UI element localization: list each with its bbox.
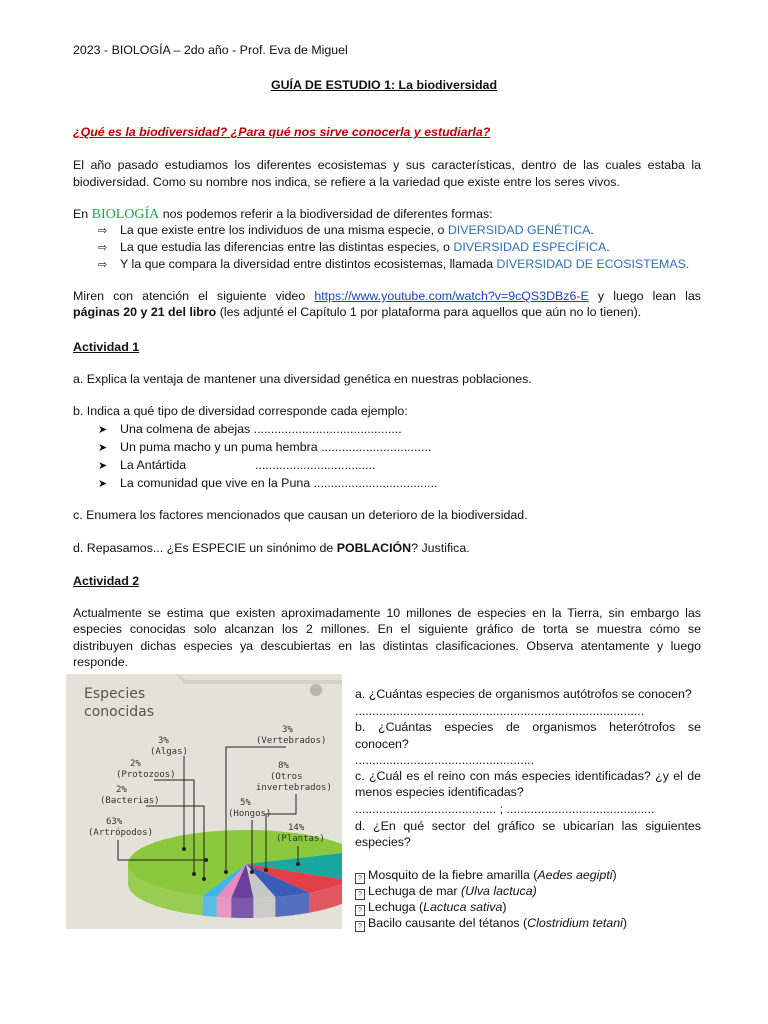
label-vertebrados-pct: 3% (282, 725, 293, 735)
label-protozoos-pct: 2% (130, 759, 141, 769)
activity-2-paragraph-line: Actualmente se estima que existen aproximadamente 10 millones de especies en la Tierra, sin embargo las (73, 606, 701, 620)
forms-intro-prefix: En (73, 207, 92, 221)
leader-dot (182, 847, 186, 851)
pie-side-algas (231, 898, 253, 918)
checkbox-icon: ? (355, 873, 365, 884)
diversity-term: DIVERSIDAD GENÉTICA (447, 223, 591, 237)
activity-1-heading: Actividad 1 (73, 340, 140, 354)
question-heading: ¿Qué es la biodiversidad? ¿Para qué nos sirve conocerla y estudiarla? (73, 125, 491, 139)
answer-line: .................................................................................... (355, 704, 645, 718)
activity-2-question-c-cont: menos especies identificadas? (355, 785, 524, 799)
species-item: ? Bacilo causante del tétanos (Clostridium tetani) (355, 915, 627, 932)
leader-dot (264, 868, 268, 872)
diversity-term: DIVERSIDAD ESPECÍFICA (453, 240, 607, 254)
list-item: ⇨ Y la que compara la diversidad entre distintos ecosistemas, llamada DIVERSIDAD DE ECOSISTEMAS. (98, 257, 690, 271)
activity-2-question-b: b. ¿Cuántas especies de organismos heterótrofos se (355, 720, 701, 734)
label-algas-pct: 3% (158, 736, 169, 746)
leader-dot (296, 862, 300, 866)
video-paragraph-line-2: páginas 20 y 21 del libro (les adjunté el Capítulo 1 por plataforma para aquellos que aún no lo tienen). (73, 305, 642, 319)
label-hongos-pct: 5% (240, 798, 251, 808)
label-plantas: (Plantas) (276, 834, 325, 844)
activity-1-question-b: b. Indica a qué tipo de diversidad corresponde cada ejemplo: (73, 404, 408, 418)
pie-side-vertebrados (253, 897, 275, 918)
book-pages: páginas 20 y 21 del libro (73, 305, 217, 319)
leader-dot (224, 870, 228, 874)
chart-title-line-1: Especies (84, 686, 146, 702)
activity-1-question-d: d. Repasamos... ¿Es ESPECIE un sinónimo de POBLACIÓN? Justifica. (73, 541, 470, 555)
label-otros-2: invertebrados) (256, 783, 332, 793)
activity-2-paragraph-line: especies conocidas solo alcanzan los 2 millones. En el siguiente gráfico de torta se muestra cómo se (73, 622, 701, 636)
forms-intro (73, 206, 493, 223)
decorative-dot (310, 684, 322, 696)
activity-1-question-a: a. Explica la ventaja de mantener una diversidad genética en nuestras poblaciones. (73, 372, 532, 386)
answer-line: .................................................... (355, 753, 535, 767)
intro-line-2: biodiversidad. Como su nombre nos indica, se refiere a la variedad que existe entre los seres vivos. (73, 175, 620, 189)
label-artropodos-pct: 63% (106, 817, 123, 827)
leader-dot (202, 877, 206, 881)
activity-1-question-c: c. Enumera los factores mencionados que causan un deterioro de la biodiversidad. (73, 508, 528, 522)
species-item: ? Mosquito de la fiebre amarilla (Aedes aegipti) (355, 867, 617, 884)
leader-dot (192, 872, 196, 876)
label-vertebrados: (Vertebrados) (256, 736, 327, 746)
list-item: ➤ Una colmena de abejas ........................................... (98, 422, 402, 436)
activity-2-paragraph-line: distribuyen dichas especies ya descubiertas en las distintas clasificaciones. Observa atentamente y luego (73, 639, 701, 653)
pie-side-bacterias (203, 896, 217, 917)
leader-dot (250, 870, 254, 874)
list-item: ➤ Un puma macho y un puma hembra ................................ (98, 440, 432, 454)
activity-2-question-a: a. ¿Cuántas especies de organismos autótrofos se conocen? (355, 687, 692, 701)
pie-chart-svg (66, 674, 342, 929)
arrow-bullet-icon: ⇨ (98, 259, 108, 271)
document-header: 2023 - BIOLOGÍA – 2do año - Prof. Eva de Miguel (73, 43, 348, 57)
arrowhead-bullet-icon: ➤ (98, 442, 108, 454)
arrowhead-bullet-icon: ➤ (98, 424, 108, 436)
list-item: ➤ La Antártida ................................... (98, 458, 376, 472)
species-item: ? Lechuga de mar (Ulva lactuca) (355, 883, 537, 900)
species-pie-chart (66, 674, 342, 929)
arrowhead-bullet-icon: ➤ (98, 478, 108, 490)
activity-2-question-d-cont: especies? (355, 835, 411, 849)
list-item: ⇨ La que estudia las diferencias entre las distintas especies, o DIVERSIDAD ESPECÍFICA. (98, 240, 610, 254)
label-bacterias-pct: 2% (116, 785, 127, 795)
list-item: ➤ La comunidad que vive en la Puna .................................... (98, 476, 438, 490)
label-plantas-pct: 14% (288, 823, 305, 833)
species-item: ? Lechuga (Lactuca sativa) (355, 899, 506, 916)
checkbox-icon: ? (355, 905, 365, 916)
checkbox-icon: ? (355, 921, 365, 932)
diversity-term: DIVERSIDAD DE ECOSISTEMAS. (496, 257, 690, 271)
label-artropodos: (Artrópodos) (88, 828, 154, 838)
pie-side-protozoos (217, 897, 232, 918)
label-hongos: (Hongos) (228, 809, 272, 819)
video-link[interactable]: https://www.youtube.com/watch?v=9cQS3DBz6-E (314, 289, 589, 303)
activity-2-question-d: d. ¿En qué sector del gráfico se ubicarían las siguientes (355, 819, 701, 833)
page-title: GUÍA DE ESTUDIO 1: La biodiversidad (270, 78, 498, 92)
leader-dot (204, 858, 208, 862)
activity-2-question-b-cont: conocen? (355, 737, 409, 751)
label-protozoos: (Protozoos) (116, 770, 176, 780)
label-otros-1: (Otros (270, 772, 303, 782)
label-otros-pct: 8% (278, 761, 289, 771)
arrow-bullet-icon: ⇨ (98, 225, 108, 237)
arrow-bullet-icon: ⇨ (98, 242, 108, 254)
biologia-word: BIOLOGÍA (91, 207, 160, 222)
activity-2-paragraph-line: responde. (73, 655, 129, 669)
answer-line: ......................................... ; ........................................... (355, 802, 655, 816)
list-item: ⇨ La que existe entre los individuos de una misma especie, o DIVERSIDAD GENÉTICA. (98, 223, 594, 237)
intro-line-1: El año pasado estudiamos los diferentes ecosistemas y sus características, dentro de las cuales estaba la (73, 158, 701, 172)
forms-intro-suffix: nos podemos referir a la biodiversidad de diferentes formas: (159, 207, 493, 221)
label-algas: (Algas) (150, 747, 188, 757)
arrowhead-bullet-icon: ➤ (98, 460, 108, 472)
video-paragraph-line-1: Miren con atención el siguiente video https://www.youtube.com/watch?v=9cQS3DBz6-E y luego lean las (73, 289, 701, 303)
checkbox-icon: ? (355, 889, 365, 900)
label-bacterias: (Bacterias) (100, 796, 160, 806)
chart-title-line-2: conocidas (84, 704, 155, 720)
activity-2-heading: Actividad 2 (73, 574, 140, 588)
activity-2-question-c: c. ¿Cuál es el reino con más especies identificadas? ¿y el de (355, 769, 701, 783)
